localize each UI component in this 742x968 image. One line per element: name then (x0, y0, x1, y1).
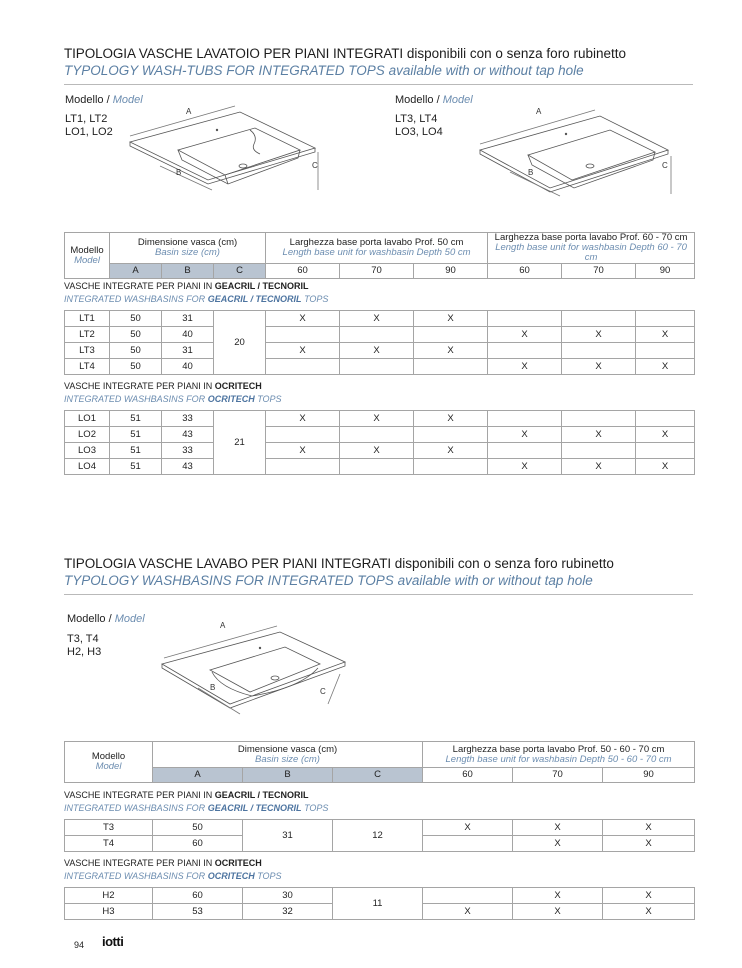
table-cell: 12 (333, 820, 423, 852)
table-cell (636, 343, 695, 359)
table-cell: 33 (162, 411, 214, 427)
section2-divider (64, 594, 693, 595)
section1-title-en: TYPOLOGY WASH-TUBS FOR INTEGRATED TOPS available with or without tap hole (64, 63, 584, 78)
table-cell: X (513, 888, 603, 904)
table-cell: X (562, 459, 636, 475)
table-cell: X (636, 459, 695, 475)
model-label-right: Modello / Model (395, 94, 473, 106)
table-cell (488, 311, 562, 327)
table-cell: LT4 (65, 359, 110, 375)
table-cell: X (562, 359, 636, 375)
washtub-drawing-left (120, 100, 335, 210)
col-90b: 90 (636, 264, 695, 279)
col-60: 60 (266, 264, 340, 279)
table-cell (636, 311, 695, 327)
table-cell: LT3 (65, 343, 110, 359)
dim-b-label: B (176, 168, 182, 177)
table-cell: 50 (110, 359, 162, 375)
section1-title: TIPOLOGIA VASCHE LAVATOIO PER PIANI INTEGRATI disponibili con o senza foro rubinetto (64, 46, 626, 61)
table-cell: 40 (162, 359, 214, 375)
table-cell: X (603, 836, 695, 852)
table-row (65, 359, 695, 375)
table-cell: 40 (162, 327, 214, 343)
table-cell: X (603, 904, 695, 920)
table-cell: X (636, 327, 695, 343)
table-cell: X (513, 904, 603, 920)
table-cell: X (340, 311, 414, 327)
modello-header: Modello Model (65, 233, 110, 279)
width60-header: Larghezza base porta lavabo Prof. 60 - 70 cm Length base unit for washbasin Depth 60 - 70 cm (488, 233, 695, 264)
dim-a-label: A (186, 107, 192, 116)
dim-c-label: C (662, 161, 668, 170)
table-cell (636, 411, 695, 427)
col-a: A (110, 264, 162, 279)
table-cell: X (562, 427, 636, 443)
s2-geacril-heading-en: INTEGRATED WASHBASINS FOR GEACRIL / TECNORIL TOPS (64, 803, 329, 813)
table-cell (562, 411, 636, 427)
table-cell: 30 (243, 888, 333, 904)
table-cell: X (488, 459, 562, 475)
table-cell (636, 443, 695, 459)
table-cell: X (423, 820, 513, 836)
table-cell: X (414, 343, 488, 359)
table-row (65, 443, 695, 459)
col-70: 70 (513, 768, 603, 783)
s2-header-table (64, 741, 695, 783)
table-cell: X (414, 411, 488, 427)
table-cell: H3 (65, 904, 153, 920)
table-cell (414, 427, 488, 443)
table-cell (266, 359, 340, 375)
table-cell: X (340, 411, 414, 427)
table-cell: X (488, 427, 562, 443)
table-cell (423, 888, 513, 904)
model-label-s2: Modello / Model (67, 613, 145, 625)
dim-c-label: C (312, 161, 318, 170)
col-70: 70 (340, 264, 414, 279)
table-cell (340, 327, 414, 343)
table-cell: 43 (162, 459, 214, 475)
models-right: LT3, LT4 LO3, LO4 (395, 113, 443, 138)
s2-geacril-heading: VASCHE INTEGRATE PER PIANI IN GEACRIL / TECNORIL (64, 790, 309, 800)
table-cell (340, 427, 414, 443)
table-cell: 50 (153, 820, 243, 836)
table-cell (562, 311, 636, 327)
table-cell: H2 (65, 888, 153, 904)
dim-c-label: C (320, 687, 326, 696)
table-cell (414, 327, 488, 343)
table-cell: 51 (110, 411, 162, 427)
table-cell: X (266, 443, 340, 459)
model-label-left: Modello / Model (65, 94, 143, 106)
s2-ocritech-heading-en: INTEGRATED WASHBASINS FOR OCRITECH TOPS (64, 871, 282, 881)
table-row (65, 411, 695, 427)
s1-header-table (64, 232, 695, 279)
section1-divider (64, 84, 693, 85)
table-cell: 31 (162, 343, 214, 359)
table-cell: X (266, 311, 340, 327)
col-60b: 60 (488, 264, 562, 279)
table-cell (414, 359, 488, 375)
table-cell: 50 (110, 327, 162, 343)
table-cell (266, 427, 340, 443)
table-cell (488, 411, 562, 427)
table-cell: 21 (214, 411, 266, 475)
table-cell: 53 (153, 904, 243, 920)
col-c: C (333, 768, 423, 783)
table-cell (488, 343, 562, 359)
table-cell: LT2 (65, 327, 110, 343)
table-row (65, 427, 695, 443)
dim-a-label: A (220, 621, 226, 630)
table-cell: 20 (214, 311, 266, 375)
table-cell: X (488, 327, 562, 343)
s2-ocritech-heading: VASCHE INTEGRATE PER PIANI IN OCRITECH (64, 858, 262, 868)
table-row (65, 343, 695, 359)
section2-title-en: TYPOLOGY WASHBASINS FOR INTEGRATED TOPS available with or without tap hole (64, 573, 593, 588)
dim-b-label: B (528, 168, 534, 177)
dim-header: Dimensione vasca (cm) Basin size (cm) (110, 233, 266, 264)
table-cell (266, 327, 340, 343)
dim-b-label: B (210, 683, 216, 692)
table-cell: 31 (162, 311, 214, 327)
table-cell: LO1 (65, 411, 110, 427)
col-b: B (243, 768, 333, 783)
table-cell: X (340, 343, 414, 359)
brand-logo: iotti (102, 934, 124, 949)
s2-geacril-table (64, 819, 695, 852)
table-cell (562, 343, 636, 359)
s2-ocritech-table (64, 887, 695, 920)
table-cell (340, 359, 414, 375)
s1-geacril-heading-en: INTEGRATED WASHBASINS FOR GEACRIL / TECNORIL TOPS (64, 294, 329, 304)
col-70b: 70 (562, 264, 636, 279)
table-cell: 60 (153, 888, 243, 904)
washtub-drawing-right (470, 100, 685, 210)
table-cell: 51 (110, 427, 162, 443)
table-cell (414, 459, 488, 475)
table-cell: X (636, 427, 695, 443)
table-row (65, 888, 695, 904)
table-cell: LT1 (65, 311, 110, 327)
table-cell: X (266, 343, 340, 359)
page-number: 94 (74, 940, 85, 950)
table-cell: X (414, 443, 488, 459)
table-cell: X (414, 311, 488, 327)
width-header-s2: Larghezza base porta lavabo Prof. 50 - 60 - 70 cm Length base unit for washbasin Depth 50 - 60 - 70 cm (423, 742, 695, 768)
s1-ocritech-heading-en: INTEGRATED WASHBASINS FOR OCRITECH TOPS (64, 394, 282, 404)
table-cell: 43 (162, 427, 214, 443)
table-cell: X (488, 359, 562, 375)
col-90: 90 (603, 768, 695, 783)
table-cell: X (423, 904, 513, 920)
dim-a-label: A (536, 107, 542, 116)
table-cell: 51 (110, 443, 162, 459)
col-b: B (162, 264, 214, 279)
table-cell (562, 443, 636, 459)
washbasin-drawing (150, 612, 365, 727)
table-row (65, 327, 695, 343)
col-a: A (153, 768, 243, 783)
table-cell: 50 (110, 311, 162, 327)
table-cell: X (266, 411, 340, 427)
table-cell: 33 (162, 443, 214, 459)
table-cell: 51 (110, 459, 162, 475)
s1-ocritech-table (64, 410, 695, 475)
s1-geacril-heading: VASCHE INTEGRATE PER PIANI IN GEACRIL / TECNORIL (64, 281, 309, 291)
table-cell: X (636, 359, 695, 375)
table-cell: X (603, 820, 695, 836)
table-row (65, 820, 695, 836)
table-cell: T4 (65, 836, 153, 852)
table-cell (423, 836, 513, 852)
table-cell: 31 (243, 820, 333, 852)
table-cell (488, 443, 562, 459)
table-cell: 11 (333, 888, 423, 920)
dim-header-s2: Dimensione vasca (cm) Basin size (cm) (153, 742, 423, 768)
table-row (65, 311, 695, 327)
models-left: LT1, LT2 LO1, LO2 (65, 113, 113, 138)
table-cell (340, 459, 414, 475)
table-cell: X (562, 327, 636, 343)
s1-ocritech-heading: VASCHE INTEGRATE PER PIANI IN OCRITECH (64, 381, 262, 391)
table-cell: X (513, 836, 603, 852)
table-cell: LO2 (65, 427, 110, 443)
table-cell: T3 (65, 820, 153, 836)
modello-header-s2: Modello Model (65, 742, 153, 783)
s1-geacril-table (64, 310, 695, 375)
table-cell: X (513, 820, 603, 836)
table-cell: LO4 (65, 459, 110, 475)
table-cell: LO3 (65, 443, 110, 459)
table-cell: 50 (110, 343, 162, 359)
table-row (65, 459, 695, 475)
section2-title: TIPOLOGIA VASCHE LAVABO PER PIANI INTEGRATI disponibili con o senza foro rubinetto (64, 556, 614, 571)
table-cell (266, 459, 340, 475)
width50-header: Larghezza base porta lavabo Prof. 50 cm Length base unit for washbasin Depth 50 cm (266, 233, 488, 264)
table-cell: X (603, 888, 695, 904)
col-60: 60 (423, 768, 513, 783)
col-90: 90 (414, 264, 488, 279)
table-cell: 60 (153, 836, 243, 852)
models-s2: T3, T4 H2, H3 (67, 633, 102, 658)
table-cell: 32 (243, 904, 333, 920)
table-cell: X (340, 443, 414, 459)
col-c: C (214, 264, 266, 279)
